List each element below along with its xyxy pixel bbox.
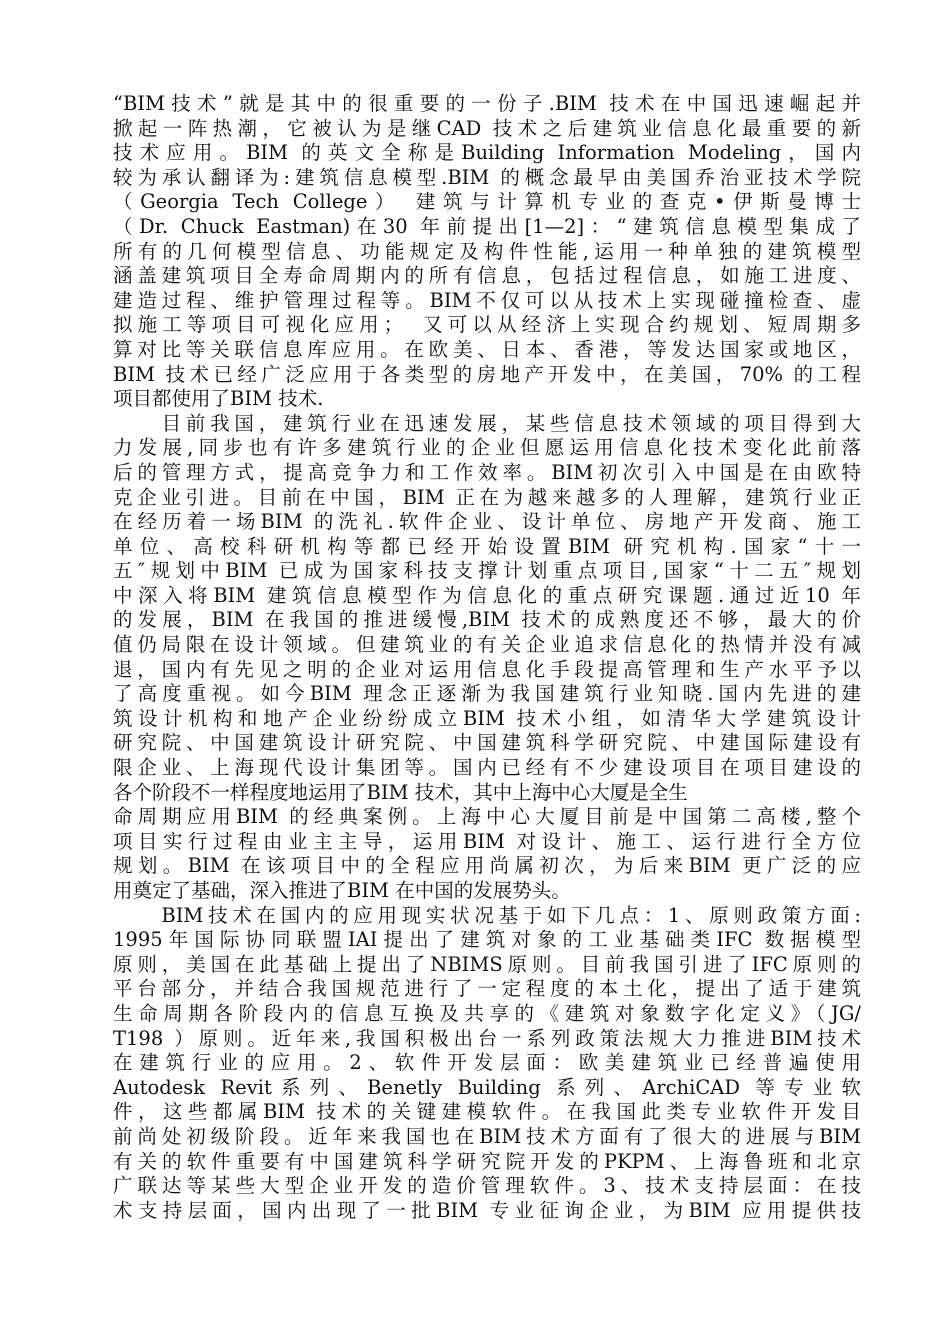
text-line: （Dr. Chuck Eastman)在30 年前提出[1—2]：“建筑信息模型集成了	[113, 214, 861, 238]
text-line: 研究院、中国建筑设计研究院、中国建筑科学研究院、中建国际建设有	[113, 731, 861, 755]
text-line: 算对比等关联信息库应用。在欧美、日本、香港，等发达国家或地区，	[113, 337, 861, 361]
text-line: 原则，美国在此基础上提出了NBIMS原则。目前我国引进了IFC原则的	[113, 952, 861, 976]
text-line: 项目实行过程由业主主导，运用BIM 对设计、施工、运行进行全方位	[113, 829, 861, 853]
text-line: T198 ）原则。近年来,我国积极出台一系列政策法规大力推进BIM技术	[113, 1026, 861, 1050]
text-line: 规划。BIM 在该项目中的全程应用尚属初次，为后来BIM 更广泛的应	[113, 854, 861, 878]
text-line: BIM 技术已经广泛应用于各类型的房地产开发中，在美国，70% 的工程	[113, 362, 861, 386]
text-line: 五″规划中BIM 已成为国家科技支撑计划重点项目,国家“十二五″规划	[113, 559, 861, 583]
text-line: 克企业引进。目前在中国，BIM 正在为越来越多的人理解，建筑行业正	[113, 485, 861, 509]
text-line: 所有的几何模型信息、功能规定及构件性能,运用一种单独的建筑模型	[113, 239, 861, 263]
text-line: 单位、高校科研机构等都已经开始设置BIM 研究机构.国家“十一	[113, 534, 861, 558]
text-line: 在建筑行业的应用。2、软件开发层面：欧美建筑业已经普遍使用	[113, 1051, 861, 1075]
text-line: 技术应用。BIM 的英文全称是Building Information Modeling，国内	[113, 141, 861, 165]
text-line: 建造过程、维护管理过程等。BIM不仅可以从技术上实现碰撞检查、虚	[113, 288, 861, 312]
text-line: Autodesk Revit系列、Benetly Building 系列、ArchiCAD 等专业软	[113, 1075, 861, 1099]
text-line: 的发展，BIM 在我国的推进缓慢,BIM 技术的成熟度还不够，最大的价	[113, 608, 861, 632]
paragraph-end-line: 项目都使用了BIM 技术.	[113, 387, 324, 411]
text-line: 生命周期各阶段内的信息互换及共享的《建筑对象数字化定义》（JG/	[113, 1001, 861, 1025]
document-page	[113, 92, 861, 1223]
text-line: 退，国内有先见之明的企业对运用信息化手段提高管理和生产水平予以	[113, 657, 861, 681]
text-line: 1995年国际协同联盟IAI提出了建筑对象的工业基础类IFC 数据模型	[113, 928, 861, 952]
text-line: 有关的软件重要有中国建筑科学研究院开发的PKPM、上海鲁班和北京	[113, 1149, 861, 1173]
text-line: 术支持层面，国内出现了一批BIM 专业征询企业，为BIM 应用提供技	[113, 1198, 861, 1222]
text-line: 掀起一阵热潮，它被认为是继CAD 技术之后建筑业信息化最重要的新	[113, 116, 861, 140]
text-line: 命周期应用BIM 的经典案例。上海中心大厦目前是中国第二高楼,整个	[113, 805, 861, 829]
paragraph-end-line: 用奠定了基础，深入推进了BIM 在中国的发展势头。	[113, 879, 571, 902]
text-line: 筑设计机构和地产企业纷纷成立BIM 技术小组，如清华大学建筑设计	[113, 706, 861, 730]
text-line: 目前我国，建筑行业在迅速发展，某些信息技术领域的项目得到大	[113, 411, 861, 435]
text-line: 拟施工等项目可视化应用； 又可以从经济上实现合约规划、短周期多	[113, 313, 861, 337]
text-line: 了高度重视。如今BIM 理念正逐渐为我国建筑行业知晓.国内先进的建	[113, 682, 861, 706]
text-line: 前尚处初级阶段。近年来我国也在BIM技术方面有了很大的进展与BIM	[113, 1124, 861, 1148]
text-line: 平台部分，并结合我国规范进行了一定程度的本土化，提出了适于建筑	[113, 977, 861, 1001]
text-line: 在经历着一场BIM 的洗礼.软件企业、设计单位、房地产开发商、施工	[113, 510, 861, 534]
text-line: 力发展,同步也有许多建筑行业的企业但愿运用信息化技术变化此前落	[113, 436, 861, 460]
text-line: 各个阶段不一样程度地运用了BIM 技术，其中上海中心大厦是全生	[113, 780, 688, 804]
text-line: 中深入将BIM 建筑信息模型作为信息化的重点研究课题.通过近10 年	[113, 583, 861, 607]
text-line: 件，这些都属BIM 技术的关键建模软件。在我国此类专业软件开发目	[113, 1100, 861, 1124]
text-line: “BIM技术”就是其中的很重要的一份子.BIM 技术在中国迅速崛起并	[113, 92, 861, 115]
text-line: 后的管理方式，提高竞争力和工作效率。BIM初次引入中国是在由欧特	[113, 460, 861, 484]
text-line: （Georgia Tech College） 建筑与计算机专业的查克•伊斯曼博士	[113, 190, 861, 214]
text-line: 涵盖建筑项目全寿命周期内的所有信息，包括过程信息，如施工进度、	[113, 264, 861, 288]
text-line: 限企业、上海现代设计集团等。国内已经有不少建设项目在项目建设的	[113, 756, 861, 780]
text-line: BIM技术在国内的应用现实状况基于如下几点：1、原则政策方面:	[113, 903, 861, 927]
text-line: 值仍局限在设计领域。但建筑业的有关企业追求信息化的热情并没有减	[113, 633, 861, 657]
text-line: 较为承认翻译为:建筑信息模型.BIM 的概念最早由美国乔治亚技术学院	[113, 165, 861, 189]
text-line: 广联达等某些大型企业开发的造价管理软件。3、技术支持层面：在技	[113, 1174, 861, 1198]
